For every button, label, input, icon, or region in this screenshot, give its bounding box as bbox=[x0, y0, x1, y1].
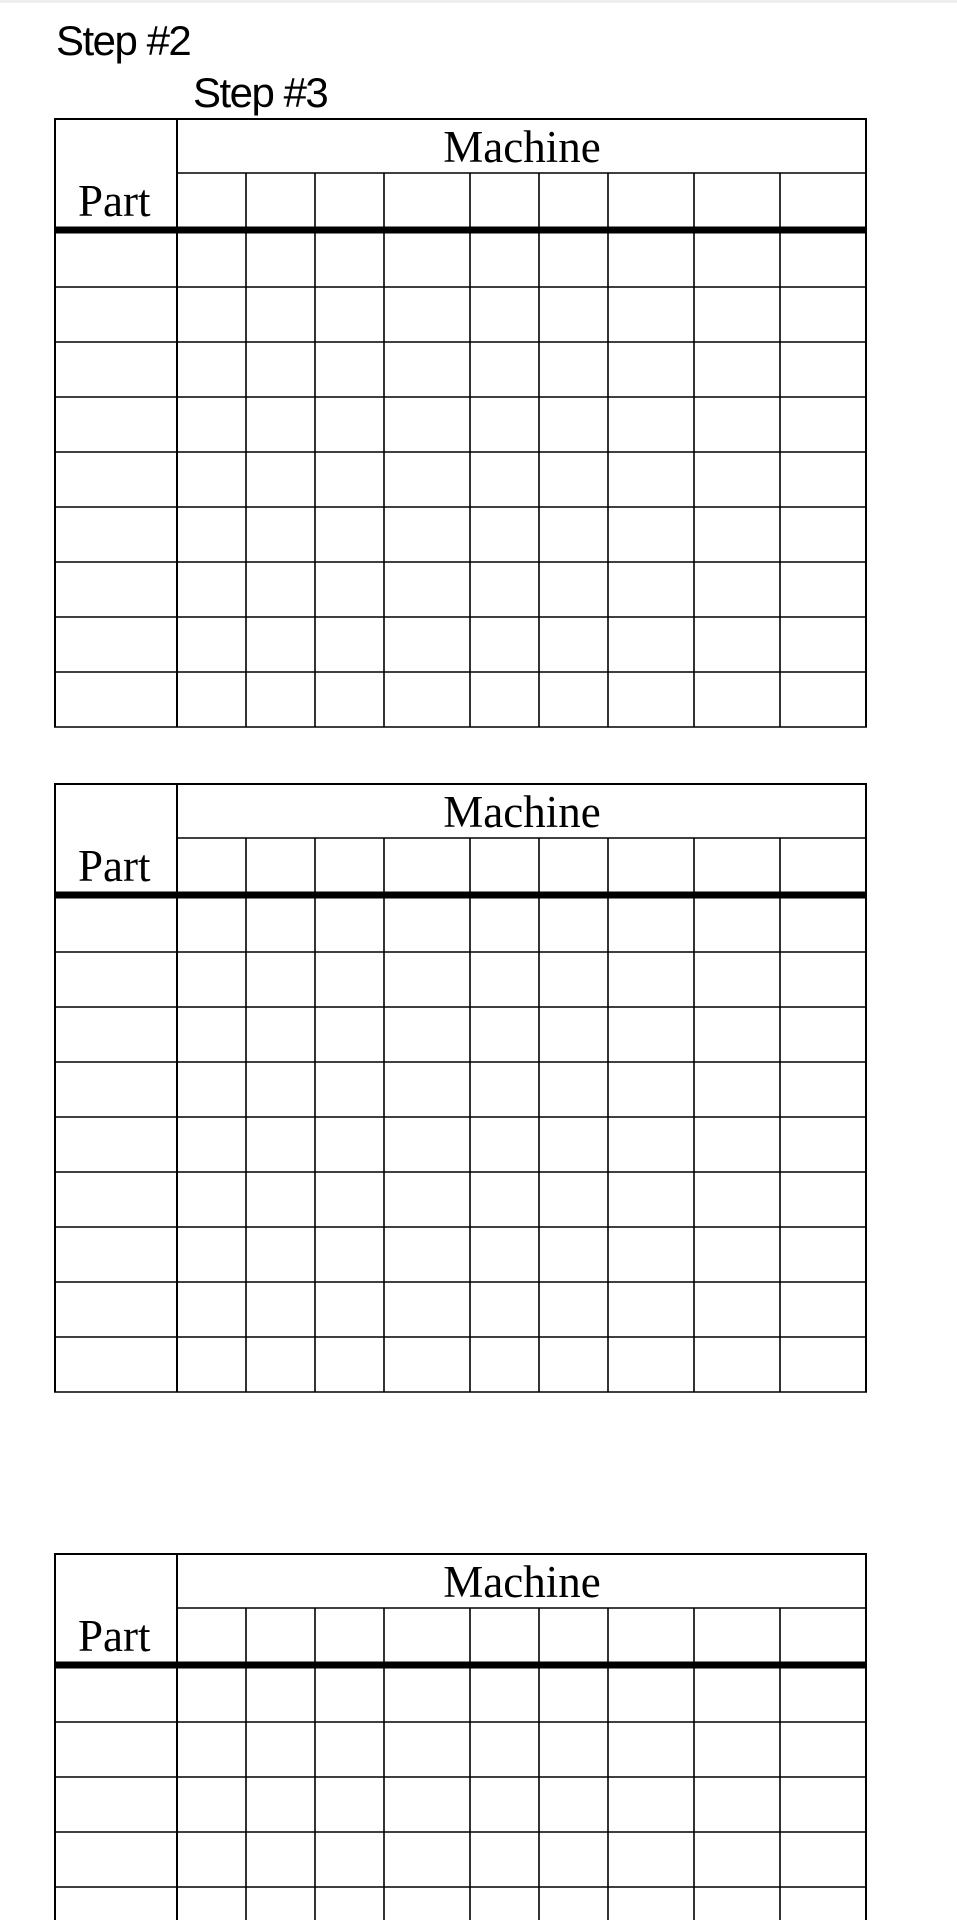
part-machine-table-3 bbox=[54, 1553, 867, 1920]
grid-lines bbox=[54, 118, 867, 732]
part-header-label: Part bbox=[78, 1611, 151, 1661]
part-machine-table-2 bbox=[54, 783, 867, 1397]
machine-header-label: Machine bbox=[443, 787, 601, 837]
part-machine-table-1 bbox=[54, 118, 867, 732]
grid-lines bbox=[54, 1553, 867, 1920]
top-edge-line bbox=[0, 0, 957, 3]
machine-header-label: Machine bbox=[443, 122, 601, 172]
part-header-label: Part bbox=[78, 841, 151, 891]
step-2-heading: Step #2 bbox=[56, 17, 191, 64]
machine-header-label: Machine bbox=[443, 1557, 601, 1607]
grid-lines bbox=[54, 783, 867, 1397]
step-3-heading: Step #3 bbox=[193, 69, 328, 116]
part-header-label: Part bbox=[78, 176, 151, 226]
